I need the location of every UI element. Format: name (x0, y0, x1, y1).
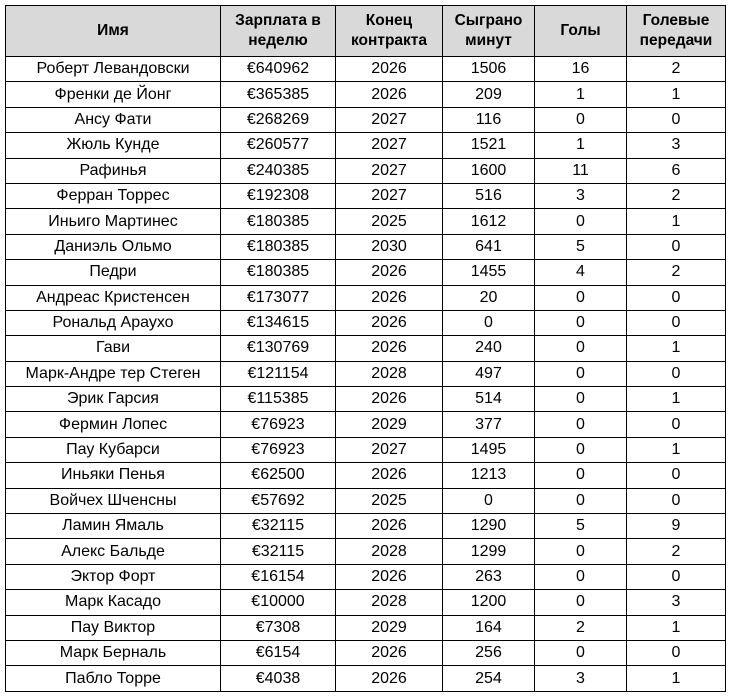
table-row (6, 57, 726, 82)
table-row (6, 590, 726, 615)
cell-minutes-played: 240 (443, 336, 535, 361)
cell-goals: 0 (535, 640, 627, 665)
cell-contract-end: 2027 (336, 158, 443, 183)
cell-minutes-played: 1299 (443, 539, 535, 564)
cell-name: Жюль Кунде (6, 133, 221, 158)
cell-assists: 0 (627, 310, 726, 335)
cell-contract-end: 2026 (336, 640, 443, 665)
cell-contract-end: 2027 (336, 183, 443, 208)
cell-name: Ламин Ямаль (6, 514, 221, 539)
cell-contract-end: 2027 (336, 107, 443, 132)
cell-minutes-played: 1600 (443, 158, 535, 183)
cell-salary: €180385 (221, 209, 336, 234)
table-row (6, 437, 726, 462)
cell-goals: 11 (535, 158, 627, 183)
header-row (6, 6, 726, 57)
table-row (6, 387, 726, 412)
cell-assists: 3 (627, 133, 726, 158)
cell-goals: 0 (535, 564, 627, 589)
table-row (6, 107, 726, 132)
cell-goals: 3 (535, 666, 627, 691)
table-row (6, 183, 726, 208)
cell-contract-end: 2028 (336, 539, 443, 564)
player-salary-table (5, 5, 726, 692)
cell-salary: €192308 (221, 183, 336, 208)
cell-salary: €180385 (221, 234, 336, 259)
header-assists: Голевые передачи (627, 6, 726, 57)
cell-contract-end: 2026 (336, 514, 443, 539)
cell-name: Андреас Кристенсен (6, 285, 221, 310)
cell-contract-end: 2029 (336, 412, 443, 437)
cell-assists: 0 (627, 640, 726, 665)
table-row (6, 514, 726, 539)
cell-salary: €32115 (221, 539, 336, 564)
cell-assists: 0 (627, 234, 726, 259)
cell-assists: 2 (627, 57, 726, 82)
cell-contract-end: 2026 (336, 463, 443, 488)
cell-name: Ансу Фати (6, 107, 221, 132)
cell-contract-end: 2026 (336, 260, 443, 285)
table-row (6, 564, 726, 589)
cell-goals: 0 (535, 387, 627, 412)
table-row (6, 463, 726, 488)
cell-goals: 0 (535, 336, 627, 361)
table-row (6, 640, 726, 665)
table-row (6, 615, 726, 640)
cell-salary: €268269 (221, 107, 336, 132)
cell-salary: €260577 (221, 133, 336, 158)
cell-name: Фермин Лопес (6, 412, 221, 437)
cell-minutes-played: 1495 (443, 437, 535, 462)
cell-salary: €57692 (221, 488, 336, 513)
cell-name: Иньиго Мартинес (6, 209, 221, 234)
cell-goals: 0 (535, 539, 627, 564)
cell-name: Ферран Торрес (6, 183, 221, 208)
cell-minutes-played: 263 (443, 564, 535, 589)
table-row (6, 666, 726, 691)
cell-assists: 2 (627, 260, 726, 285)
cell-contract-end: 2026 (336, 82, 443, 107)
cell-assists: 0 (627, 564, 726, 589)
cell-assists: 0 (627, 361, 726, 386)
cell-minutes-played: 1200 (443, 590, 535, 615)
cell-assists: 1 (627, 387, 726, 412)
cell-minutes-played: 516 (443, 183, 535, 208)
table-row (6, 285, 726, 310)
cell-assists: 2 (627, 539, 726, 564)
cell-goals: 0 (535, 310, 627, 335)
table-row (6, 361, 726, 386)
cell-name: Иньяки Пенья (6, 463, 221, 488)
cell-goals: 0 (535, 590, 627, 615)
cell-salary: €180385 (221, 260, 336, 285)
cell-minutes-played: 20 (443, 285, 535, 310)
cell-salary: €4038 (221, 666, 336, 691)
cell-contract-end: 2028 (336, 361, 443, 386)
cell-name: Рафинья (6, 158, 221, 183)
table-row (6, 412, 726, 437)
table-row (6, 260, 726, 285)
cell-contract-end: 2028 (336, 590, 443, 615)
table-row (6, 488, 726, 513)
cell-salary: €134615 (221, 310, 336, 335)
cell-salary: €6154 (221, 640, 336, 665)
table-row (6, 336, 726, 361)
cell-goals: 16 (535, 57, 627, 82)
cell-salary: €62500 (221, 463, 336, 488)
cell-salary: €365385 (221, 82, 336, 107)
cell-assists: 0 (627, 488, 726, 513)
cell-salary: €32115 (221, 514, 336, 539)
cell-goals: 5 (535, 514, 627, 539)
cell-assists: 1 (627, 209, 726, 234)
header-goals: Голы (535, 6, 627, 57)
cell-goals: 1 (535, 82, 627, 107)
cell-minutes-played: 514 (443, 387, 535, 412)
cell-minutes-played: 0 (443, 310, 535, 335)
cell-goals: 0 (535, 463, 627, 488)
table-header (6, 6, 726, 57)
header-salary: Зарплата в неделю (221, 6, 336, 57)
cell-name: Пау Кубарси (6, 437, 221, 462)
cell-salary: €10000 (221, 590, 336, 615)
cell-goals: 4 (535, 260, 627, 285)
cell-goals: 0 (535, 285, 627, 310)
cell-name: Гави (6, 336, 221, 361)
cell-name: Эктор Форт (6, 564, 221, 589)
cell-contract-end: 2027 (336, 437, 443, 462)
cell-salary: €7308 (221, 615, 336, 640)
cell-goals: 0 (535, 361, 627, 386)
cell-assists: 1 (627, 615, 726, 640)
table-row (6, 310, 726, 335)
cell-contract-end: 2026 (336, 336, 443, 361)
cell-name: Роберт Левандовски (6, 57, 221, 82)
cell-assists: 1 (627, 437, 726, 462)
cell-name: Эрик Гарсия (6, 387, 221, 412)
cell-minutes-played: 1521 (443, 133, 535, 158)
cell-assists: 9 (627, 514, 726, 539)
cell-assists: 0 (627, 107, 726, 132)
cell-name: Алекс Бальде (6, 539, 221, 564)
cell-minutes-played: 1506 (443, 57, 535, 82)
cell-name: Марк-Андре тер Стеген (6, 361, 221, 386)
cell-contract-end: 2025 (336, 488, 443, 513)
cell-minutes-played: 116 (443, 107, 535, 132)
cell-goals: 5 (535, 234, 627, 259)
cell-assists: 6 (627, 158, 726, 183)
cell-assists: 0 (627, 412, 726, 437)
cell-contract-end: 2025 (336, 209, 443, 234)
table-row (6, 158, 726, 183)
cell-assists: 0 (627, 463, 726, 488)
table-row (6, 209, 726, 234)
cell-minutes-played: 256 (443, 640, 535, 665)
table-row (6, 539, 726, 564)
cell-minutes-played: 377 (443, 412, 535, 437)
cell-goals: 0 (535, 209, 627, 234)
cell-assists: 1 (627, 666, 726, 691)
cell-name: Рональд Араухо (6, 310, 221, 335)
cell-assists: 1 (627, 82, 726, 107)
cell-salary: €121154 (221, 361, 336, 386)
cell-minutes-played: 0 (443, 488, 535, 513)
header-minutes-played: Сыграно минут (443, 6, 535, 57)
cell-minutes-played: 164 (443, 615, 535, 640)
cell-salary: €76923 (221, 412, 336, 437)
cell-contract-end: 2029 (336, 615, 443, 640)
cell-contract-end: 2026 (336, 564, 443, 589)
cell-contract-end: 2026 (336, 57, 443, 82)
cell-assists: 1 (627, 336, 726, 361)
cell-name: Пабло Торре (6, 666, 221, 691)
cell-assists: 3 (627, 590, 726, 615)
cell-assists: 2 (627, 183, 726, 208)
cell-name: Педри (6, 260, 221, 285)
cell-salary: €130769 (221, 336, 336, 361)
cell-minutes-played: 1213 (443, 463, 535, 488)
cell-goals: 0 (535, 412, 627, 437)
cell-name: Френки де Йонг (6, 82, 221, 107)
cell-goals: 0 (535, 488, 627, 513)
header-name: Имя (6, 6, 221, 57)
cell-minutes-played: 641 (443, 234, 535, 259)
cell-contract-end: 2027 (336, 133, 443, 158)
table-row (6, 234, 726, 259)
header-contract-end: Конец контракта (336, 6, 443, 57)
cell-name: Марк Берналь (6, 640, 221, 665)
cell-goals: 0 (535, 437, 627, 462)
cell-salary: €16154 (221, 564, 336, 589)
cell-minutes-played: 497 (443, 361, 535, 386)
cell-contract-end: 2026 (336, 285, 443, 310)
cell-salary: €640962 (221, 57, 336, 82)
cell-salary: €240385 (221, 158, 336, 183)
cell-goals: 3 (535, 183, 627, 208)
cell-contract-end: 2026 (336, 666, 443, 691)
table-row (6, 82, 726, 107)
cell-goals: 0 (535, 107, 627, 132)
cell-salary: €173077 (221, 285, 336, 310)
cell-minutes-played: 1455 (443, 260, 535, 285)
cell-salary: €76923 (221, 437, 336, 462)
cell-name: Пау Виктор (6, 615, 221, 640)
cell-contract-end: 2026 (336, 310, 443, 335)
cell-goals: 1 (535, 133, 627, 158)
cell-name: Войчех Шченсны (6, 488, 221, 513)
cell-name: Даниэль Ольмо (6, 234, 221, 259)
cell-contract-end: 2030 (336, 234, 443, 259)
cell-minutes-played: 254 (443, 666, 535, 691)
table-body (6, 57, 726, 692)
cell-minutes-played: 1290 (443, 514, 535, 539)
cell-name: Марк Касадо (6, 590, 221, 615)
table-row (6, 133, 726, 158)
cell-salary: €115385 (221, 387, 336, 412)
cell-minutes-played: 209 (443, 82, 535, 107)
cell-minutes-played: 1612 (443, 209, 535, 234)
cell-assists: 0 (627, 285, 726, 310)
cell-goals: 2 (535, 615, 627, 640)
cell-contract-end: 2026 (336, 387, 443, 412)
